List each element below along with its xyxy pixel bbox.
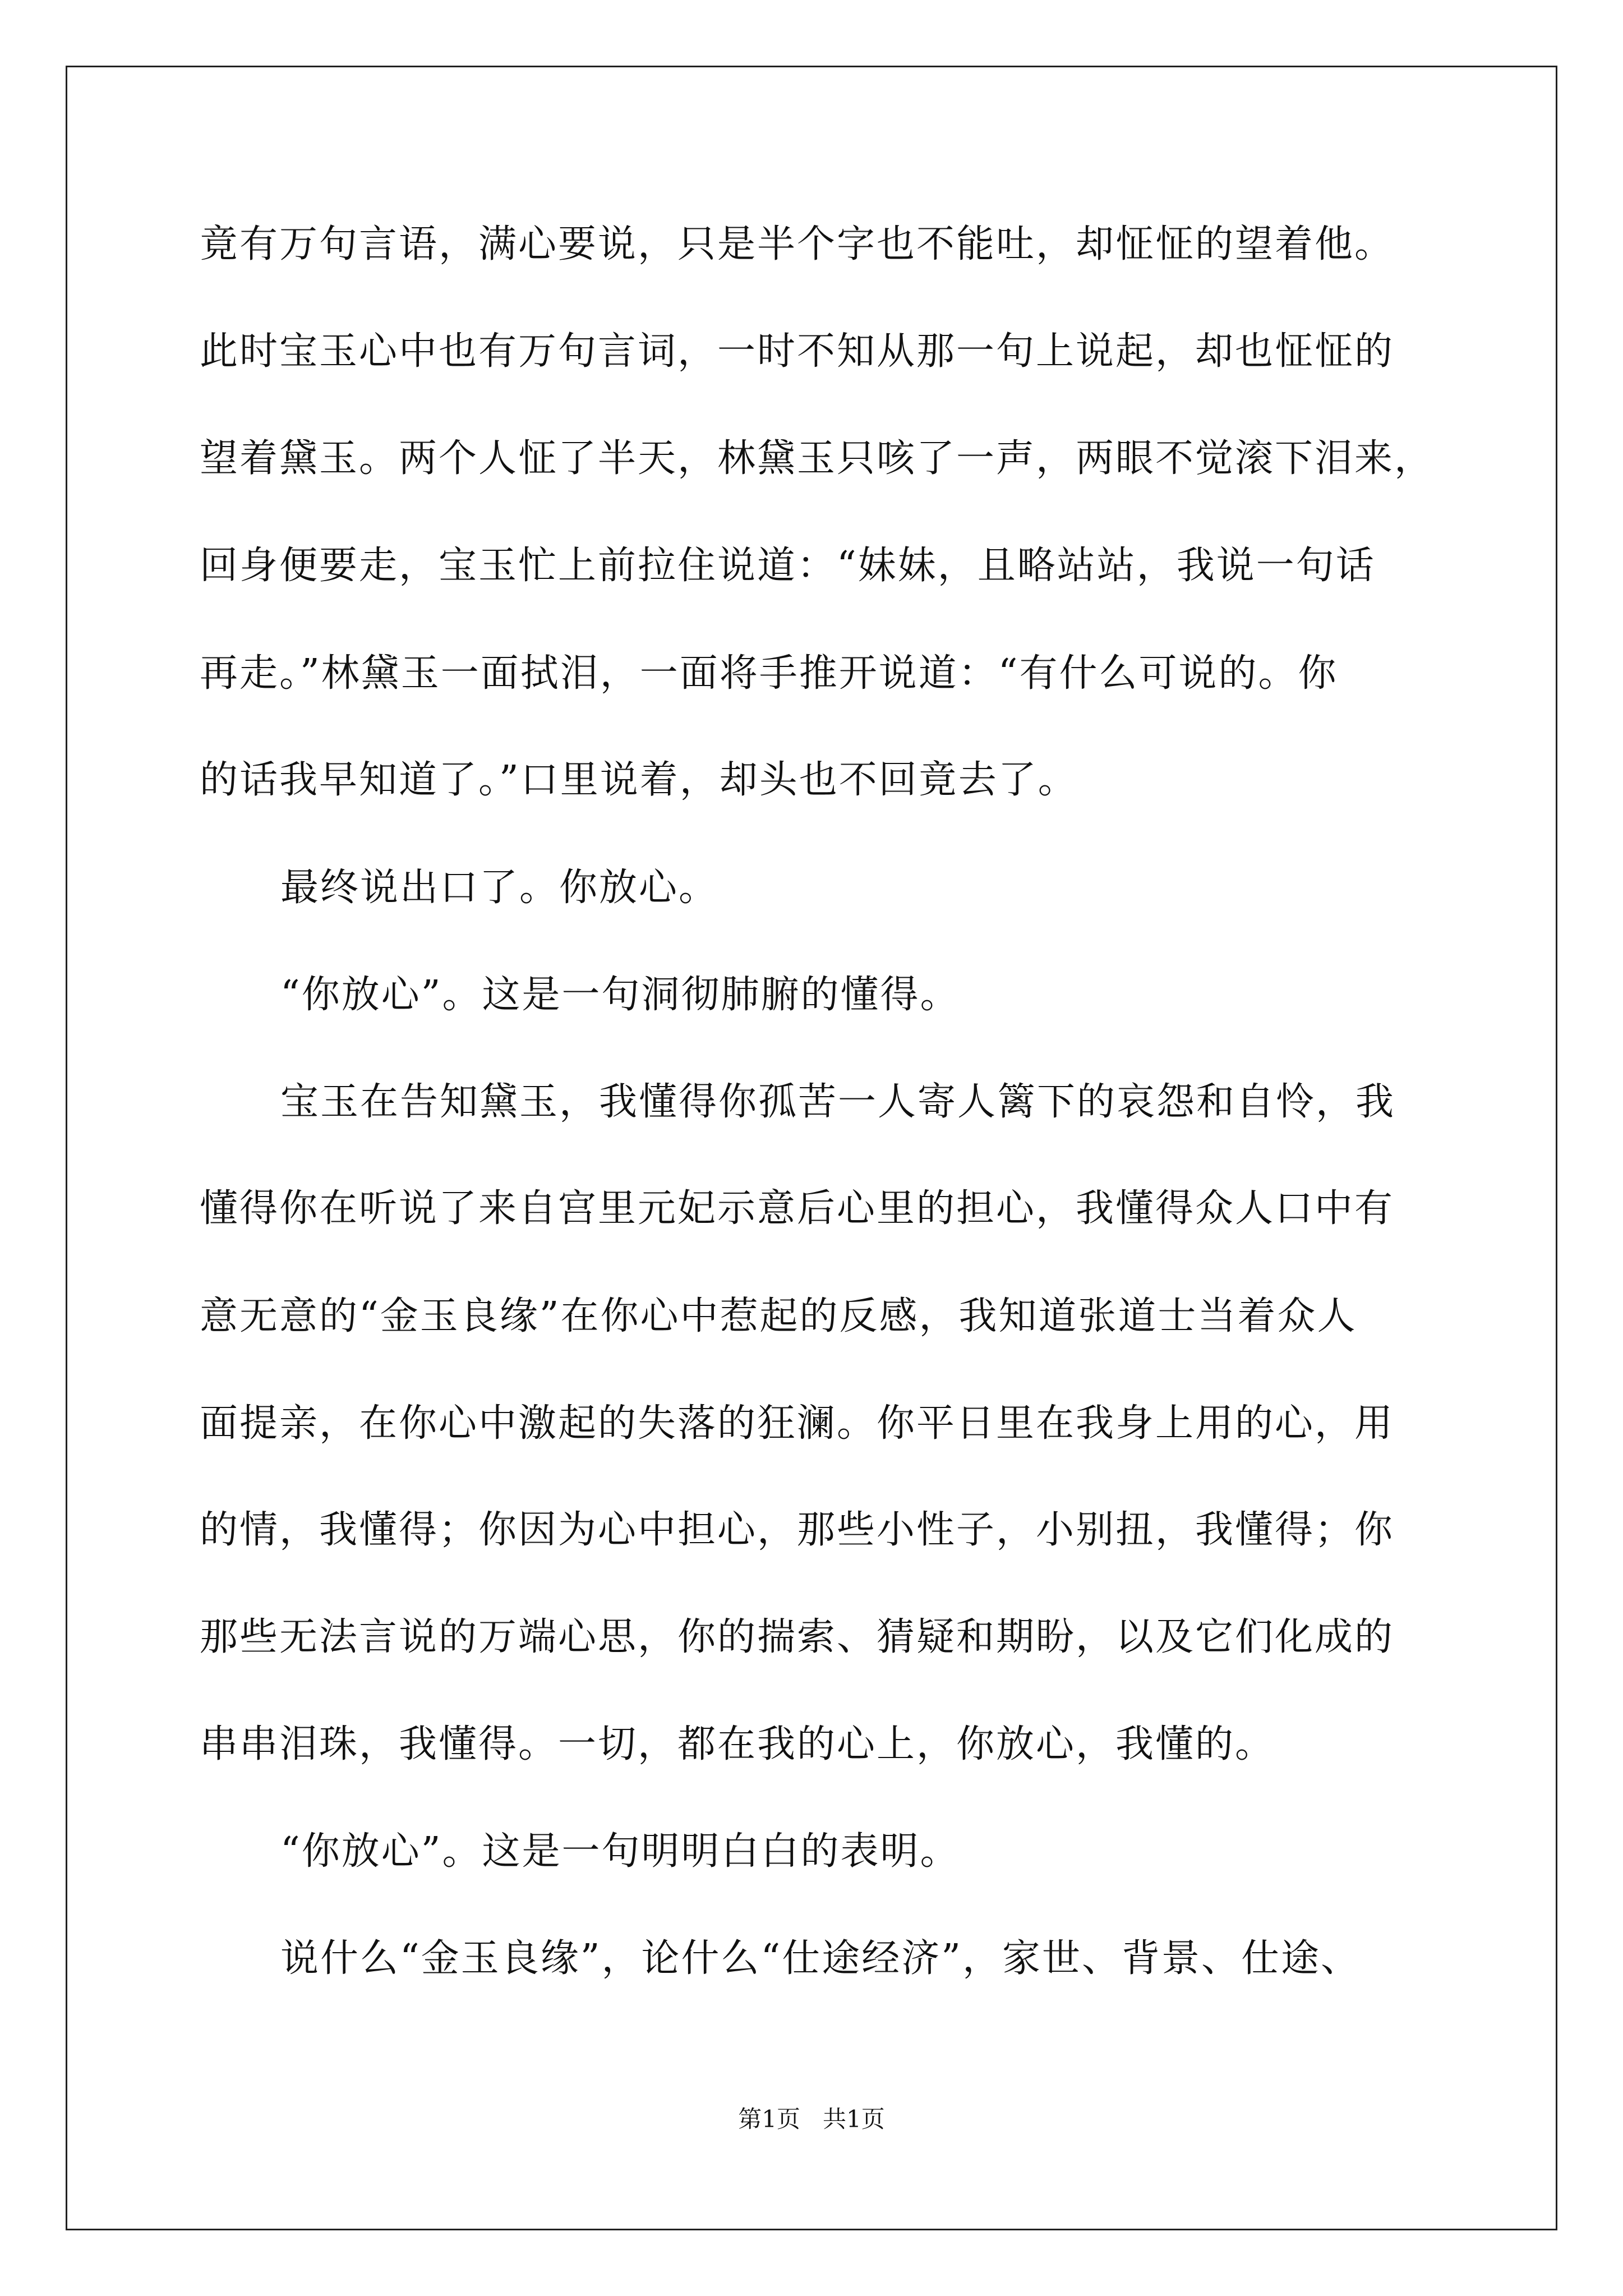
body-text-line: 意无意的“金玉良缘”在你心中惹起的反感，我知道张道士当着众人 <box>200 1294 1357 1338</box>
paragraph-first-line: “你放心”。这是一句洞彻肺腑的懂得。 <box>280 973 960 1017</box>
paragraph-first-line: 最终说出口了。你放心。 <box>280 866 719 910</box>
page-border <box>66 66 1557 2230</box>
body-text-line: 望着黛玉。两个人怔了半天，林黛玉只咳了一声，两眼不觉滚下泪来， <box>200 436 1435 481</box>
body-text-line: 的话我早知道了。”口里说着，却头也不回竟去了。 <box>200 758 1078 802</box>
body-text-line: 面提亲，在你心中激起的失落的狂澜。你平日里在我身上用的心，用 <box>200 1401 1395 1446</box>
page-footer: 第1页 共1页 <box>738 2105 885 2133</box>
paragraph-first-line: 说什么“金玉良缘”，论什么“仕途经济”，家世、背景、仕途、 <box>280 1936 1361 1981</box>
body-text-line: 再走。”林黛玉一面拭泪，一面将手推开说道：“有什么可说的。你 <box>200 651 1338 696</box>
body-text-line: 的情，我懂得；你因为心中担心，那些小性子，小别扭，我懂得；你 <box>200 1508 1395 1552</box>
paragraph-first-line: “你放心”。这是一句明明白白的表明。 <box>280 1829 960 1874</box>
body-text-line: 串串泪珠，我懂得。一切，都在我的心上，你放心，我懂的。 <box>200 1722 1275 1766</box>
body-text-line: 此时宝玉心中也有万句言词，一时不知从那一句上说起，却也怔怔的 <box>200 329 1395 374</box>
body-text-line: 回身便要走，宝玉忙上前拉住说道：“妹妹，且略站站，我说一句话 <box>200 544 1376 588</box>
body-text-line: 懂得你在听说了来自宫里元妃示意后心里的担心，我懂得众人口中有 <box>200 1186 1395 1231</box>
body-text-line: 竟有万句言语，满心要说，只是半个字也不能吐，却怔怔的望着他。 <box>200 222 1395 266</box>
paragraph-first-line: 宝玉在告知黛玉，我懂得你孤苦一人寄人篱下的哀怨和自怜，我 <box>280 1080 1396 1124</box>
body-text-line: 那些无法言说的万端心思，你的揣索、猜疑和期盼，以及它们化成的 <box>200 1615 1395 1659</box>
